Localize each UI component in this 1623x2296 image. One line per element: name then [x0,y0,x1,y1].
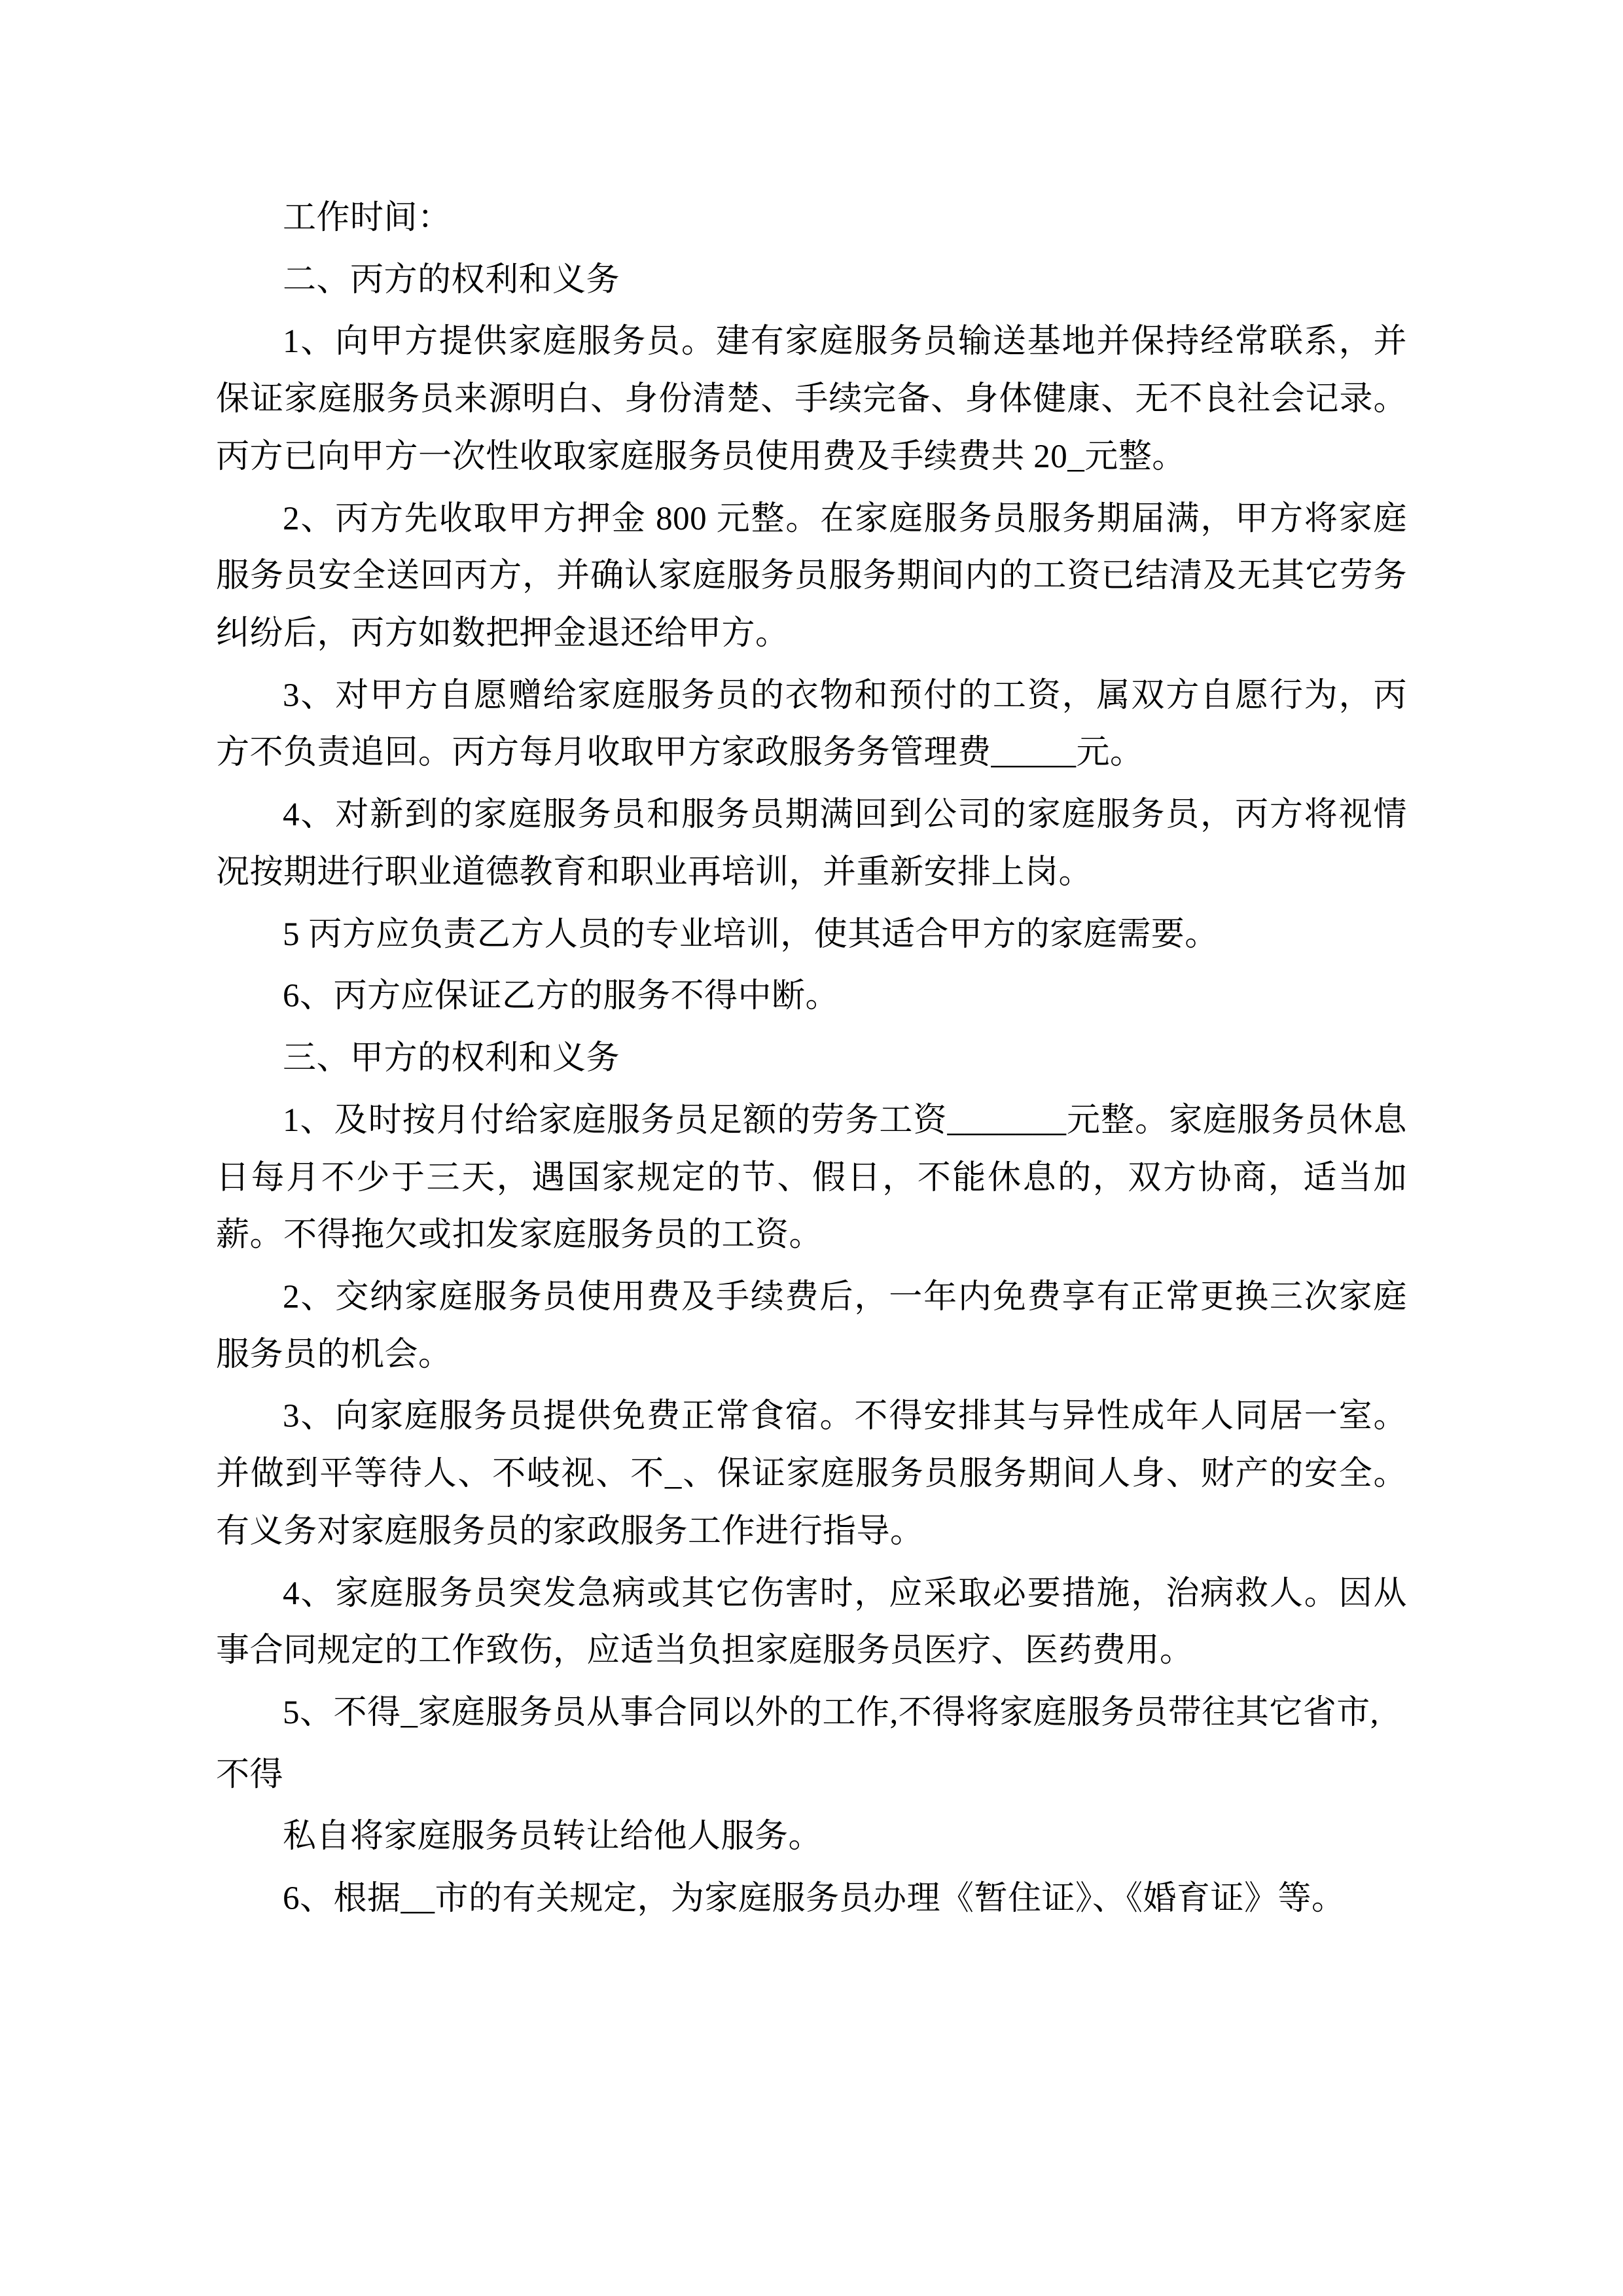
paragraph-work-hours: 工作时间： [283,200,452,236]
paragraph-s3-item-5: 5、不得_家庭服务员从事合同以外的工作,不得将家庭服务员带往其它省市, [283,1694,1380,1731]
paragraph-s3-item-2: 2、交纳家庭服务员使用费及手续费后，一年内免费享有正常更换三次家庭服务员的机会。 [216,1278,1407,1373]
paragraph-s2-item-6: 6、丙方应保证乙方的服务不得中断。 [283,978,840,1015]
paragraph-s2-item-4: 4、对新到的家庭服务员和服务员期满回到公司的家庭服务员，丙方将视情况按期进行职业道德教育和职业再培训，并重新安排上岗。 [216,797,1407,891]
paragraph-s3-item-4: 4、家庭服务员突发急病或其它伤害时，应采取必要措施，治病救人。因从事合同规定的工作致伤，应适当负担家庭服务员医疗、医药费用。 [216,1575,1407,1670]
document-body [216,190,1407,1928]
paragraph-s3-item-6: 6、根据__市的有关规定，为家庭服务员办理《暂住证》、《婚育证》等。 [283,1880,1346,1918]
paragraph-s2-item-3: 3、对甲方自愿赠给家庭服务员的衣物和预付的工资，属双方自愿行为，丙方不负责追回。丙方每月收取甲方家政服务务管理费_____元。 [216,677,1407,772]
paragraph-s2-item-2: 2、丙方先收取甲方押金 800 元整。在家庭服务员服务期届满，甲方将家庭服务员安全送回丙方，并确认家庭服务员服务期间内的工资已结清及无其它劳务纠纷后，丙方如数把押金退还给甲方。 [216,500,1407,653]
paragraph-s3-item-3: 3、向家庭服务员提供免费正常食宿。不得安排其与异性成年人同居一室。并做到平等待人、不岐视、不_、保证家庭服务员服务期间人身、财产的安全。有义务对家庭服务员的家政服务工作进行指导。 [216,1398,1407,1550]
paragraph-s3-item-1: 1、及时按月付给家庭服务员足额的劳务工资_______元整。家庭服务员休息日每月不少于三天，遇国家规定的节、假日，不能休息的，双方协商，适当加薪。不得拖欠或扣发家庭服务员的工资。 [216,1102,1407,1254]
paragraph-s2-item-1: 1、向甲方提供家庭服务员。建有家庭服务员输送基地并保持经常联系，并保证家庭服务员来源明白、身份清楚、手续完备、身体健康、无不良社会记录。丙方已向甲方一次性收取家庭服务员使用费及手续费共 20_元整。 [216,323,1407,475]
paragraph-s2-item-5: 5 丙方应负责乙方人员的专业培训，使其适合甲方的家庭需要。 [283,916,1219,953]
heading-section-two: 二、丙方的权利和义务 [283,261,620,298]
paragraph-s3-item-5-continued: 不得 [216,1756,284,1793]
paragraph-s3-item-5-continued-2: 私自将家庭服务员转让给他人服务。 [283,1818,823,1856]
heading-section-three: 三、甲方的权利和义务 [283,1040,620,1077]
